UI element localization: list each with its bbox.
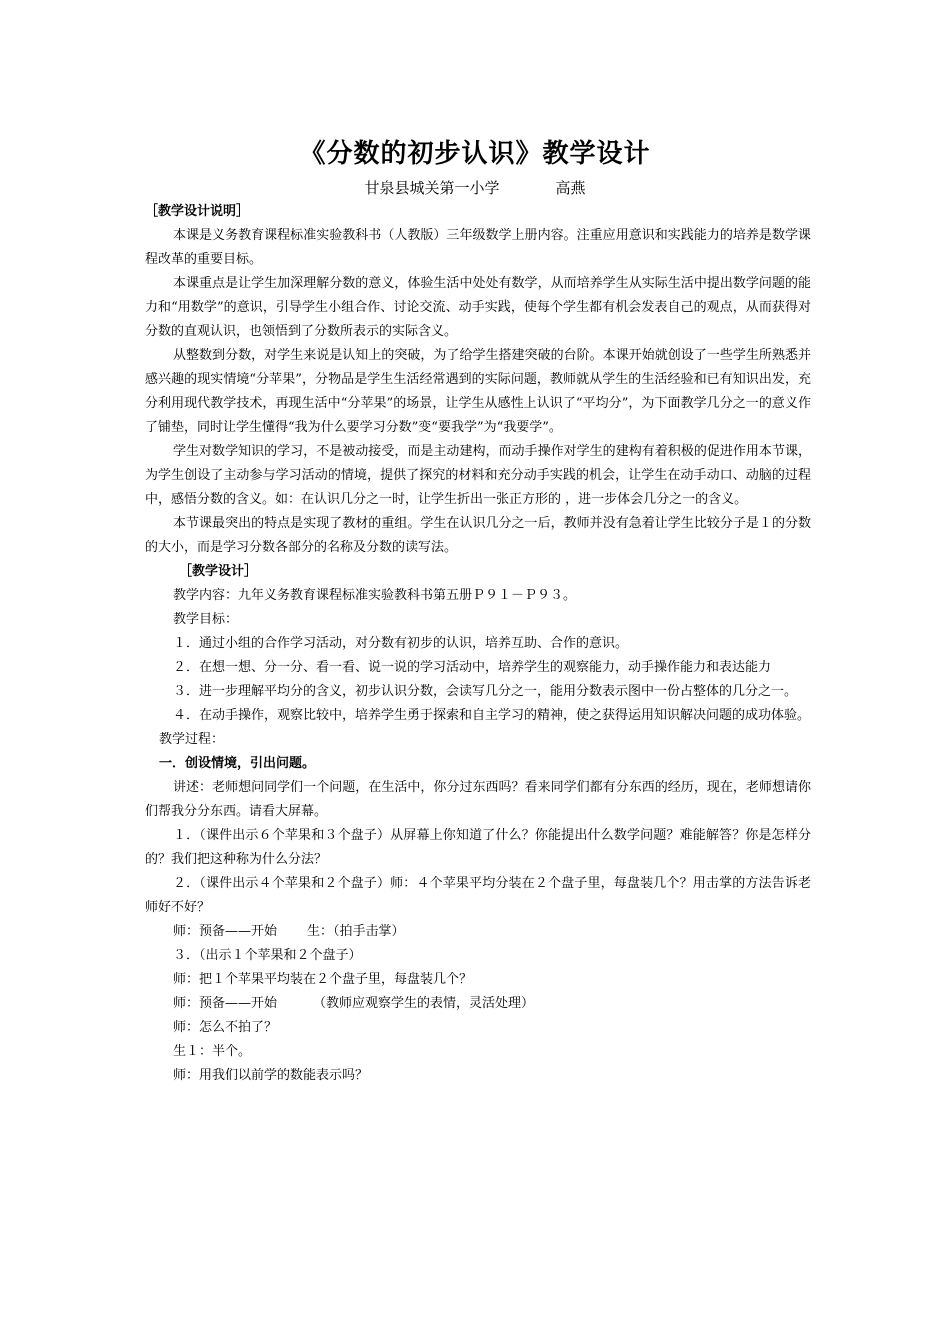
dialogue-line: 师：把１个苹果平均装在２个盘子里，每盘装几个？ <box>173 972 473 987</box>
paragraph: 学生对数学知识的学习，不是被动接受，而是主动建构，而动手操作对学生的建构有着积极的促进作用本节课，为学生创设了主动参与学习活动的情境，提供了探究的材料和充分动手实践的机会，让学生在动手动口、动脑的过程中，感悟分数的含义。如：在认识几分之一时，让学生折出一张正方形的 ，进一步体会几分之一的含义。 <box>145 444 811 507</box>
dialogue-line <box>145 920 811 944</box>
paragraph: 本课重点是让学生加深理解分数的意义，体验生活中处处有数学，从而培养学生从实际生活中提出数学问题的能力和“用数学”的意识，引导学生小组合作、讨论交流、动手实践，使每个学生都有机会发表自己的观点，从而获得对分数的直观认识，也领悟到了分数所表示的实际含义。 <box>145 276 811 339</box>
teacher-line: 师：预备——开始 <box>173 996 278 1011</box>
dialogue-line: 师：怎么不拍了？ <box>173 1020 278 1035</box>
goal-item: １．通过小组的合作学习活动，对分数有初步的认识，培养互助、合作的意识。 <box>173 636 629 651</box>
section-heading-design-notes: ［教学设计说明］ <box>145 204 250 219</box>
student-line: 生：（拍手击掌） <box>307 924 405 939</box>
paragraph: 本课是义务教育课程标准实验教科书（人教版）三年级数学上册内容。注重应用意识和实践能力的培养是数学课程改革的重要目标。 <box>145 228 811 267</box>
stage-note: （教师应观察学生的表情，灵活处理） <box>313 996 535 1011</box>
dialogue-line: 师：用我们以前学的数能表示吗？ <box>173 1068 369 1083</box>
teacher-line: 师：预备——开始 <box>173 924 278 939</box>
goal-item: ２．在想一想、分一分、看一看、说一说的学习活动中，培养学生的观察能力，动手操作能力和表达能力 <box>173 660 772 675</box>
dialogue-line <box>145 992 811 1016</box>
goal-item: ４．在动手操作，观察比较中，培养学生勇于探索和自主学习的精神，使之获得运用知识解决问题的成功体验。 <box>173 708 811 723</box>
teaching-content: 教学内容：九年义务教育课程标准实验教科书第五册Ｐ９１－Ｐ９３。 <box>173 588 577 603</box>
goals-label: 教学目标： <box>173 612 239 627</box>
document-title: 《分数的初步认识》教学设计 <box>299 139 651 169</box>
section-heading-design: ［教学设计］ <box>179 564 258 579</box>
question-item: ３．（出示１个苹果和２个盘子） <box>173 948 362 963</box>
goal-item: ３．进一步理解平均分的含义，初步认识分数，会读写几分之一，能用分数表示图中一份占整体的几分之一。 <box>173 684 798 699</box>
dialogue-line: 生１：半个。 <box>173 1044 252 1059</box>
question-item: ２．（课件出示４个苹果和２个盘子）师：４个苹果平均分装在２个盘子里，每盘装几个？用击掌的方法告诉老师好不好？ <box>145 876 811 915</box>
document-body <box>145 200 811 1088</box>
step-heading: 一．创设情境，引出问题。 <box>159 756 316 771</box>
question-item: １．（课件出示６个苹果和３个盘子）从屏幕上你知道了什么？你能提出什么数学问题？难能解答？你是怎样分的？我们把这种称为什么分法？ <box>145 828 811 867</box>
paragraph: 本节课最突出的特点是实现了教材的重组。学生在认识几分之一后，教师并没有急着让学生比较分子是１的分数的大小，而是学习分数各部分的名称及分数的读写法。 <box>145 516 811 555</box>
process-label: 教学过程： <box>159 732 225 747</box>
author-name: 高燕 <box>555 179 586 197</box>
byline <box>0 177 950 198</box>
paragraph: 从整数到分数，对学生来说是认知上的突破，为了给学生搭建突破的台阶。本课开始就创设了一些学生所熟悉并感兴趣的现实情境“分苹果”，分物品是学生生活经常遇到的实际问题，教师就从学生的生活经验和已有知识出发，充分利用现代教学技术，再现生活中“分苹果”的场景，让学生从感性上认识了“平均分”，为下面教学几分之一的意义作了铺垫，同时让学生懂得“我为什么要学习分数”变“要我学”为“我要学”。 <box>145 348 811 435</box>
school-name: 甘泉县城关第一小学 <box>364 179 500 197</box>
paragraph: 讲述：老师想问同学们一个问题，在生活中，你分过东西吗？看来同学们都有分东西的经历，现在，老师想请你们帮我分分东西。请看大屏幕。 <box>145 780 811 819</box>
